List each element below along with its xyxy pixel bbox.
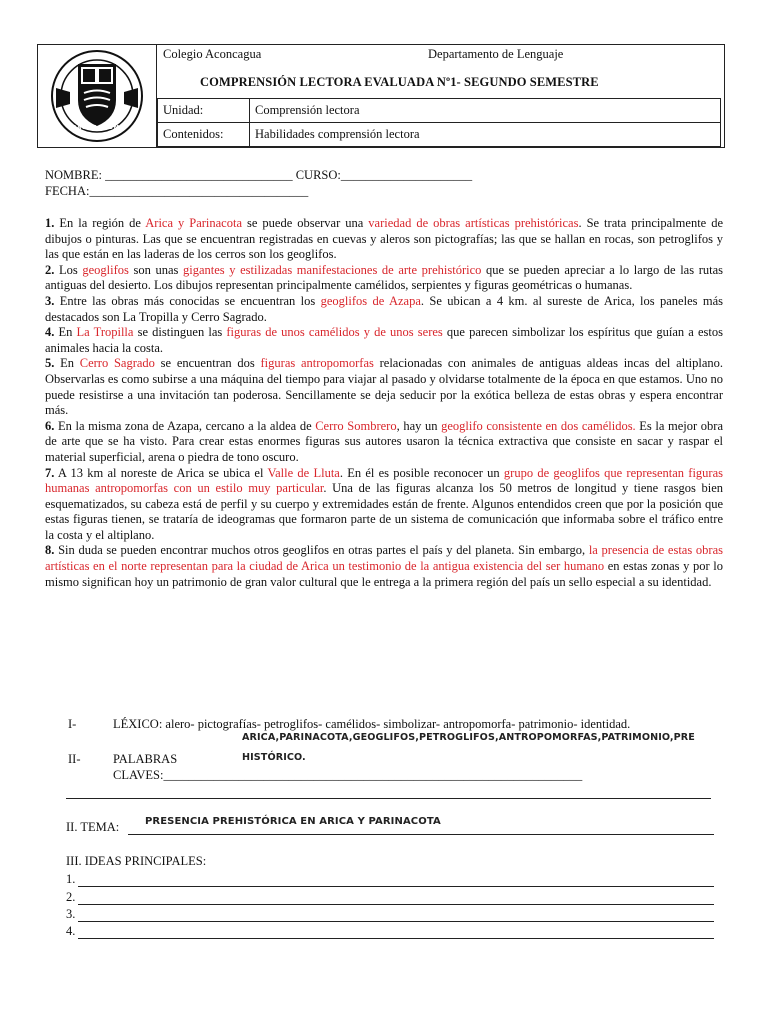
paragraph-number: 7. bbox=[45, 465, 55, 480]
info-row-unidad bbox=[158, 99, 721, 123]
lexico-number: I- bbox=[68, 717, 77, 731]
idea-answer-rule[interactable] bbox=[78, 886, 714, 887]
info-row-contenidos bbox=[158, 123, 721, 147]
info-label: Contenidos: bbox=[158, 123, 250, 147]
idea-answer-rule[interactable] bbox=[78, 904, 714, 905]
highlighted-phrase: figuras antropomorfas bbox=[260, 356, 374, 371]
page-title: COMPRENSIÓN LECTORA EVALUADA Nº1- SEGUNDO SEMESTRE bbox=[200, 75, 599, 89]
paragraph-number: 6. bbox=[45, 418, 55, 433]
logo-cell bbox=[38, 45, 157, 147]
highlighted-phrase: Cerro Sombrero bbox=[315, 418, 397, 433]
highlighted-phrase: geoglifo consistente en dos camélidos. bbox=[441, 418, 636, 433]
lexico-text: LÉXICO: alero- pictografías- petroglifos- camélidos- simbolizar- antropomorfa- patrimonio- identidad. bbox=[113, 717, 631, 731]
paragraph-text: En bbox=[54, 325, 77, 340]
paragraph-text: que parecen simbolizar los espíritus que guían a estos animales hacia la costa. bbox=[45, 325, 723, 355]
school-name: Colegio Aconcagua bbox=[163, 47, 262, 61]
info-value: Comprensión lectora bbox=[250, 99, 721, 123]
paragraph-text: En la misma zona de Azapa, cercano a la aldea de bbox=[54, 418, 316, 433]
paragraph-number: 5. bbox=[45, 356, 55, 371]
paragraph-number: 2. bbox=[45, 262, 55, 277]
highlighted-phrase: geoglifos de Azapa bbox=[320, 293, 421, 308]
claves-number: II- bbox=[68, 752, 81, 766]
paragraph-number: 4. bbox=[45, 325, 55, 340]
info-table bbox=[157, 98, 721, 147]
paragraph-4 bbox=[45, 325, 723, 356]
highlighted-phrase: la presencia de estas obras artísticas en el norte representan para la ciudad de Arica un testimonio de la antigua existencia del ser humano bbox=[45, 543, 723, 574]
reading-text bbox=[45, 216, 723, 590]
paragraph-text: son unas bbox=[128, 262, 183, 277]
paragraph-text: . Una de las figuras alcanza los 50 metros de longitud y tiene rasgos bien esquematizados, su cabeza está de perfil y su cuerpo y extremidades están de frente. Algunos entendidos creen que por la posición que estas figuras tienen, se trataría de ideogramas que formaron parte de un sistema de comunicación que informaba sobre el tráfico entre la costa y el altiplano. bbox=[45, 481, 723, 542]
paragraph-number: 1. bbox=[45, 216, 55, 230]
tema-answer-rule[interactable] bbox=[128, 834, 714, 835]
paragraph-text: se encuentran dos bbox=[154, 356, 261, 371]
paragraph-text: se distinguen las bbox=[133, 325, 227, 340]
paragraph-text: . Se trata principalmente de dibujos o pinturas. Las que se encuentran registradas en cuevas y aleros son pictografías; las que se hallan en rocas, son petroglifos y las que están en las laderas de los cerros son los geoglifos. bbox=[45, 216, 724, 262]
idea-number: 1. bbox=[66, 872, 76, 886]
claves-label-2[interactable]: CLAVES:___________________________________________________________________ bbox=[113, 768, 583, 782]
claves-answer-line-1: ARICA,PARINACOTA,GEOGLIFOS,PETROGLIFOS,ANTROPOMORFAS,PATRIMONIO,PRE bbox=[242, 732, 695, 743]
idea-number: 4. bbox=[66, 924, 76, 938]
info-value: Habilidades comprensión lectora bbox=[250, 123, 721, 147]
paragraph-number: 3. bbox=[45, 293, 55, 308]
paragraph-1 bbox=[45, 216, 723, 263]
fecha-field[interactable]: FECHA:___________________________________ bbox=[45, 184, 309, 198]
paragraph-2 bbox=[45, 263, 723, 294]
paragraph-7 bbox=[45, 466, 723, 544]
highlighted-phrase: gigantes y estilizadas manifestaciones de arte prehistórico bbox=[183, 262, 482, 277]
highlighted-phrase: Cerro Sagrado bbox=[79, 356, 155, 371]
info-label: Unidad: bbox=[158, 99, 250, 123]
paragraph-text: Los bbox=[54, 262, 83, 277]
paragraph-text: Sin duda se pueden encontrar muchos otros geoglifos en otras partes el país y del planeta. Sin embargo, bbox=[54, 543, 589, 558]
paragraph-text: que se pueden apreciar a lo largo de las rutas antiguas del desierto. Los dibujos representan principalmente camélidos, serpientes y figuras geométricas o humanas. bbox=[45, 262, 723, 293]
nombre-curso-field[interactable]: NOMBRE: ______________________________ CURSO:_____________________ bbox=[45, 168, 473, 182]
department-name: Departamento de Lenguaje bbox=[428, 47, 564, 61]
highlighted-phrase: Valle de Lluta bbox=[267, 465, 340, 480]
paragraph-6 bbox=[45, 419, 723, 466]
paragraph-5 bbox=[45, 356, 723, 418]
paragraph-text: se puede observar una bbox=[242, 216, 369, 230]
paragraph-text: Es la mejor obra de arte que se ha visto. Para crear estas enormes figuras sus autores usaron la técnica extractiva que consiste en sacar y raspar el material superficial, arena o piedra de tono oscuro. bbox=[45, 418, 723, 464]
claves-answer-line-2: HISTÓRICO. bbox=[242, 752, 306, 763]
paragraph-text: A 13 km al noreste de Arica se ubica el bbox=[54, 465, 268, 480]
paragraph-number: 8. bbox=[45, 543, 55, 558]
claves-answer-rule[interactable] bbox=[66, 798, 711, 799]
paragraph-text: , hay un bbox=[396, 418, 442, 433]
paragraph-8 bbox=[45, 543, 723, 590]
paragraph-text: en estas zonas y por lo mismo significan hoy un patrimonio de gran valor cultural que le entrega a la primera región del país un sello especial a su identidad. bbox=[45, 559, 723, 589]
tema-label: II. TEMA: bbox=[66, 820, 120, 834]
tema-answer: PRESENCIA PREHISTÓRICA EN ARICA Y PARINACOTA bbox=[145, 816, 441, 827]
idea-number: 3. bbox=[66, 907, 76, 921]
idea-answer-rule[interactable] bbox=[78, 938, 714, 939]
paragraph-text: relacionadas con animales de antiguas aldeas incas del altiplano. Observarlas es como subirse a una máquina del tiempo para viajar al pasado y olvidarse totalmente de la época en que estamos. Uno no puede resistirse a una invitación tan poderosa. Sencillamente se deja seducir por la exótica belleza de estas obras y espera encontrar más. bbox=[45, 356, 724, 418]
highlighted-phrase: variedad de obras artísticas prehistóricas bbox=[368, 216, 579, 230]
highlighted-phrase: grupo de geoglifos que representan figuras humanas antropomorfas con un estilo muy particular bbox=[45, 465, 723, 496]
ideas-label: III. IDEAS PRINCIPALES: bbox=[66, 854, 207, 868]
paragraph-text: . Se ubican a 4 km. al sureste de Arica, los paneles más destacados son La Tropilla y Cerro Sagrado. bbox=[45, 293, 723, 324]
highlighted-phrase: Arica y Parinacota bbox=[145, 216, 243, 230]
paragraph-text: En bbox=[54, 356, 80, 371]
idea-number: 2. bbox=[66, 890, 76, 904]
paragraph-3 bbox=[45, 294, 723, 325]
idea-answer-rule[interactable] bbox=[78, 921, 714, 922]
highlighted-phrase: La Tropilla bbox=[76, 325, 134, 340]
claves-label-1: PALABRAS bbox=[113, 752, 178, 766]
highlighted-phrase: geoglifos bbox=[82, 262, 129, 277]
paragraph-text: Entre las obras más conocidas se encuentran los bbox=[54, 293, 321, 308]
paragraph-text: En la región de bbox=[54, 216, 146, 230]
logo-motto: CARPE DIEM bbox=[72, 125, 121, 131]
paragraph-text: . En él es posible reconocer un bbox=[339, 465, 504, 480]
highlighted-phrase: figuras de unos camélidos y de unos seres bbox=[226, 325, 443, 340]
